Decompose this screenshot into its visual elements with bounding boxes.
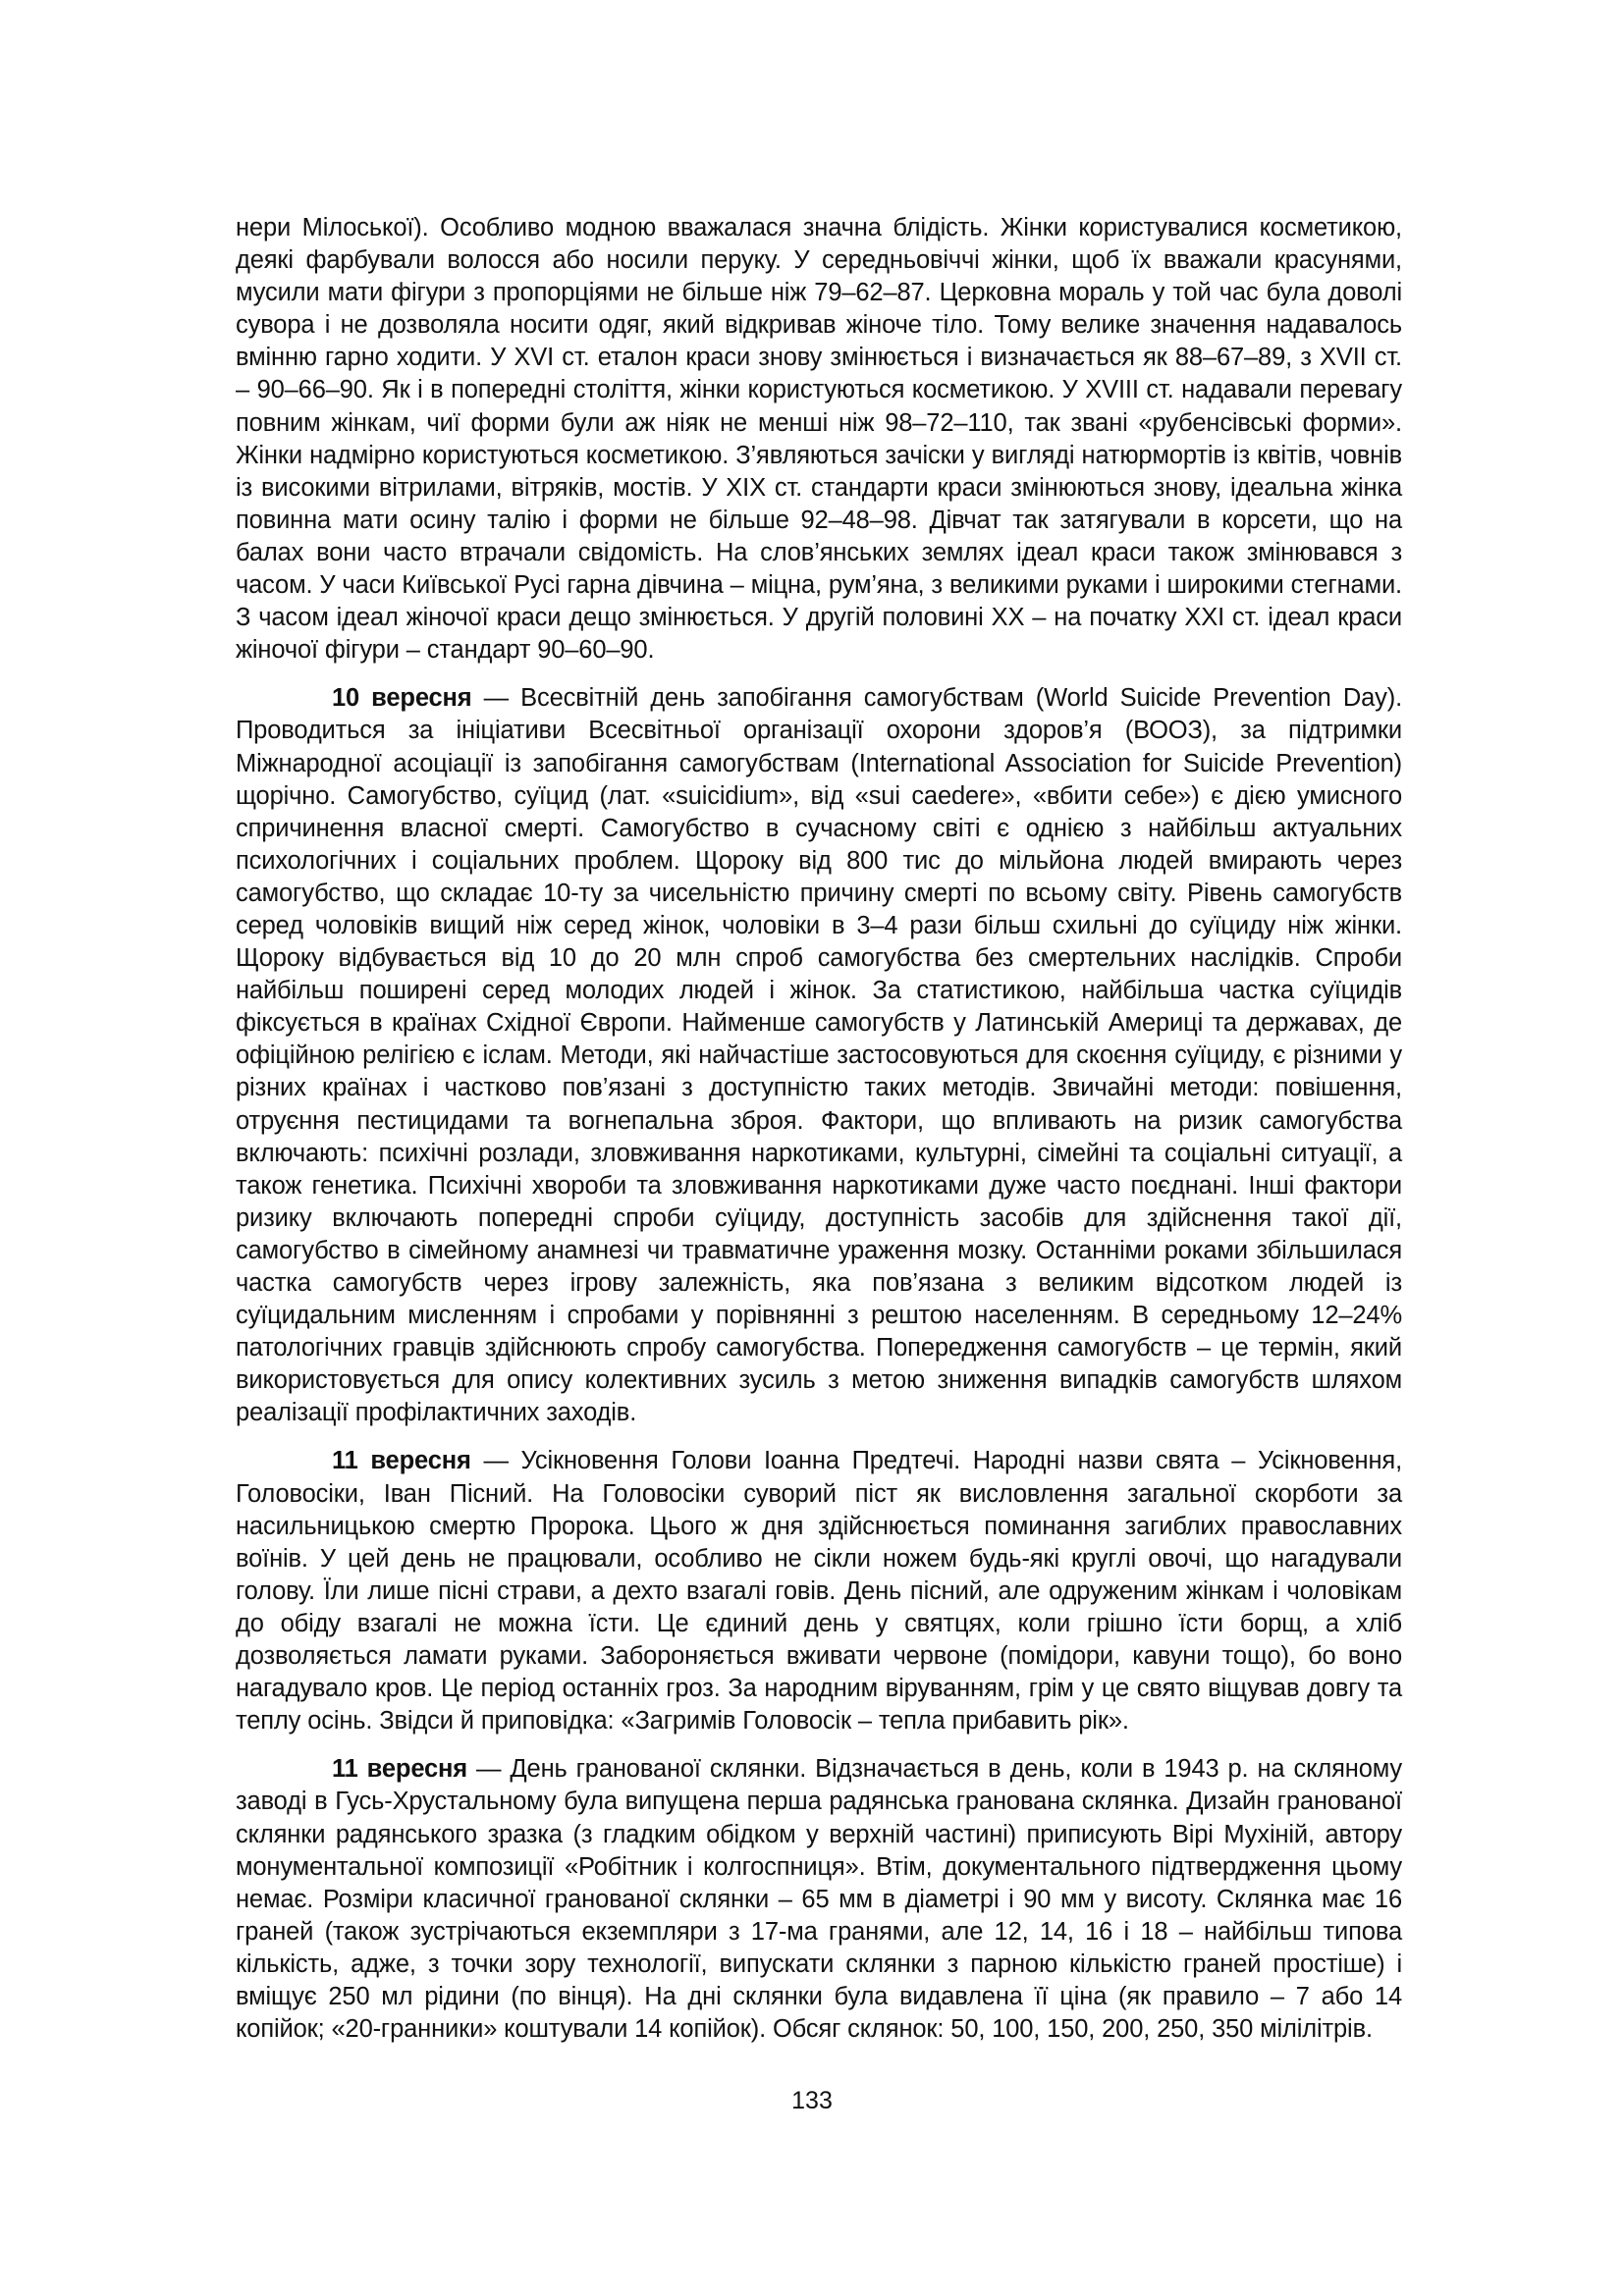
entry-date: 11 вересня <box>332 1447 471 1475</box>
paragraph-faceted-glass-day <box>236 1753 1402 2046</box>
paragraph-text: — Всесвітній день запобігання самогубствам (World Suicide Prevention Day). Проводиться за ініціативи Всесвітньої організації охорони здоров’я (ВООЗ), за підтримки Міжнародної асоціації із запобігання самогубствам (International Association for Suicide Prevention) щорічно. Самогубство, суїцид (лат. «suicidium», від «sui caedere», «вбити себе») є дією умисного спричинення власної смерті. Самогубство в сучасному світі є однією з найбільш актуальних психологічних і соціальних проблем. Щороку від 800 тис до мільйона людей вмирають через самогубство, що складає 10-ту за чисельністю причину смерті по всьому світу. Рівень самогубств серед чоловіків вищий ніж серед жінок, чоловіки в 3–4 рази більш схильні до суїциду ніж жінки. Щороку відбувається від 10 до 20 млн спроб самогубства без смертельних наслідків. Спроби найбільш поширені серед молодих людей і жінок. За статистикою, найбільша частка суїцидів фіксується в країнах Східної Європи. Найменше самогубств у Латинській Америці та державах, де офіційною релігією є іслам. Методи, які найчастіше застосовуються для скоєння суїциду, є різними у різних країнах і частково пов’язані з доступністю таких методів. Звичайні методи: повішення, отруєння пестицидами та вогнепальна зброя. Фактори, що впливають на ризик самогубства включають: психічні розлади, зловживання наркотиками, культурні, сімейні та соціальні ситуації, а також генетика. Психічні хвороби та зловживання наркотиками дуже часто поєднані. Інші фактори ризику включають попередні спроби суїциду, доступність засобів для здійснення такої дії, самогубство в сімейному анамнезі чи травматичне ураження мозку. Останніми роками збільшилася частка самогубств через ігрову залежність, яка пов’язана з великим відсотком людей із суїцидальним мисленням і спробами у порівнянні з рештою населенням. В середньому 12–24% патологічних гравців здійснюють спробу самогубства. Попередження самогубств – це термін, який використовується для опису колективних зусиль з метою зниження випадків самогубств шляхом реалізації профілактичних заходів. <box>236 684 1403 1427</box>
paragraph-beauty-ideal <box>236 212 1402 667</box>
paragraph-text: — Усікновення Голови Іоанна Предтечі. Народні назви свята – Усікновення, Головосіки, Іван Пісний. На Головосіки суворий піст як висловлення загальної скорботи за насильницькою смертю Пророка. Цього ж дня здійснюється поминання загиблих православних воїнів. У цей день не працювали, особливо не сікли ножем будь-які круглі овочі, що нагадували голову. Їли лише пісні страви, а дехто взагалі говів. День пісний, але одруженим жінкам і чоловікам до обіду взагалі не можна їсти. Це єдиний день у святцях, коли грішно їсти борщ, а хліб дозволяється ламати руками. Забороняється вживати червоне (помідори, кавуни тощо), бо воно нагадувало кров. Це період останніх гроз. За народним віруванням, грім у це свято віщував довгу та теплу осінь. Звідси й приповідка: «Загримів Головосік – тепла прибавить рік». <box>236 1447 1402 1735</box>
entry-date: 10 вересня <box>332 684 472 713</box>
paragraph-suicide-prevention-day <box>236 682 1402 1429</box>
entry-date: 11 вересня <box>332 1755 468 1784</box>
paragraph-text: нери Мілоської). Особливо модною вважалася значна блідість. Жінки користувалися косметикою, деякі фарбували волосся або носили перуку. У середньовіччі жінки, щоб їх вважали красунями, мусили мати фігури з пропорціями не більше ніж 79–62–87. Церковна мораль у той час була доволі сувора і не дозволяла носити одяг, який відкривав жіноче тіло. Тому велике значення надавалось вмінню гарно ходити. У XVI ст. еталон краси знову змінюється і визначається як 88–67–89, з XVII ст. – 90–66–90. Як і в попередні століття, жінки користуються косметикою. У XVIII ст. надавали перевагу повним жінкам, чиї форми були аж ніяк не менші ніж 98–72–110, так звані «рубенсівські форми». Жінки надмірно користуються косметикою. З’являються зачіски у вигляді натюрмортів із квітів, човнів із високими вітрилами, вітряків, мостів. У XIX ст. стандарти краси змінюються знову, ідеальна жінка повинна мати осину талію і форми не більше 92–48–98. Дівчат так затягували в корсети, що на балах вони часто втрачали свідомість. На слов’янських землях ідеал краси також змінювався з часом. У часи Київської Русі гарна дівчина – міцна, рум’яна, з великими руками і широкими стегнами. З часом ідеал жіночої краси дещо змінюється. У другій половині XX – на початку XXI ст. ідеал краси жіночої фігури – стандарт 90–60–90. <box>236 214 1402 665</box>
page-body <box>236 212 1402 2046</box>
paragraph-text: — День гранованої склянки. Відзначається в день, коли в 1943 р. на скляному заводі в Гусь-Хрустальному була випущена перша радянська гранована склянка. Дизайн гранованої склянки радянського зразка (з гладким обідком у верхній частині) приписують Вірі Мухіній, автору монументальної композиції «Робітник і колгоспниця». Втім, документального підтвердження цьому немає. Розміри класичної гранованої склянки – 65 мм в діаметрі і 90 мм у висоту. Склянка має 16 граней (також зустрічаються екземпляри з 17-ма гранями, але 12, 14, 16 і 18 – найбільш типова кількість, адже, з точки зору технології, випускати склянки з парною кількістю граней простіше) і вміщує 250 мл рідини (по вінця). На дні склянки була видавлена її ціна (як правило – 7 або 14 копійок; «20-гранники» коштували 14 копійок). Обсяг склянок: 50, 100, 150, 200, 250, 350 мілілітрів. <box>236 1755 1402 2044</box>
paragraph-beheading-john-baptist <box>236 1445 1402 1737</box>
page-number: 133 <box>791 2087 833 2114</box>
